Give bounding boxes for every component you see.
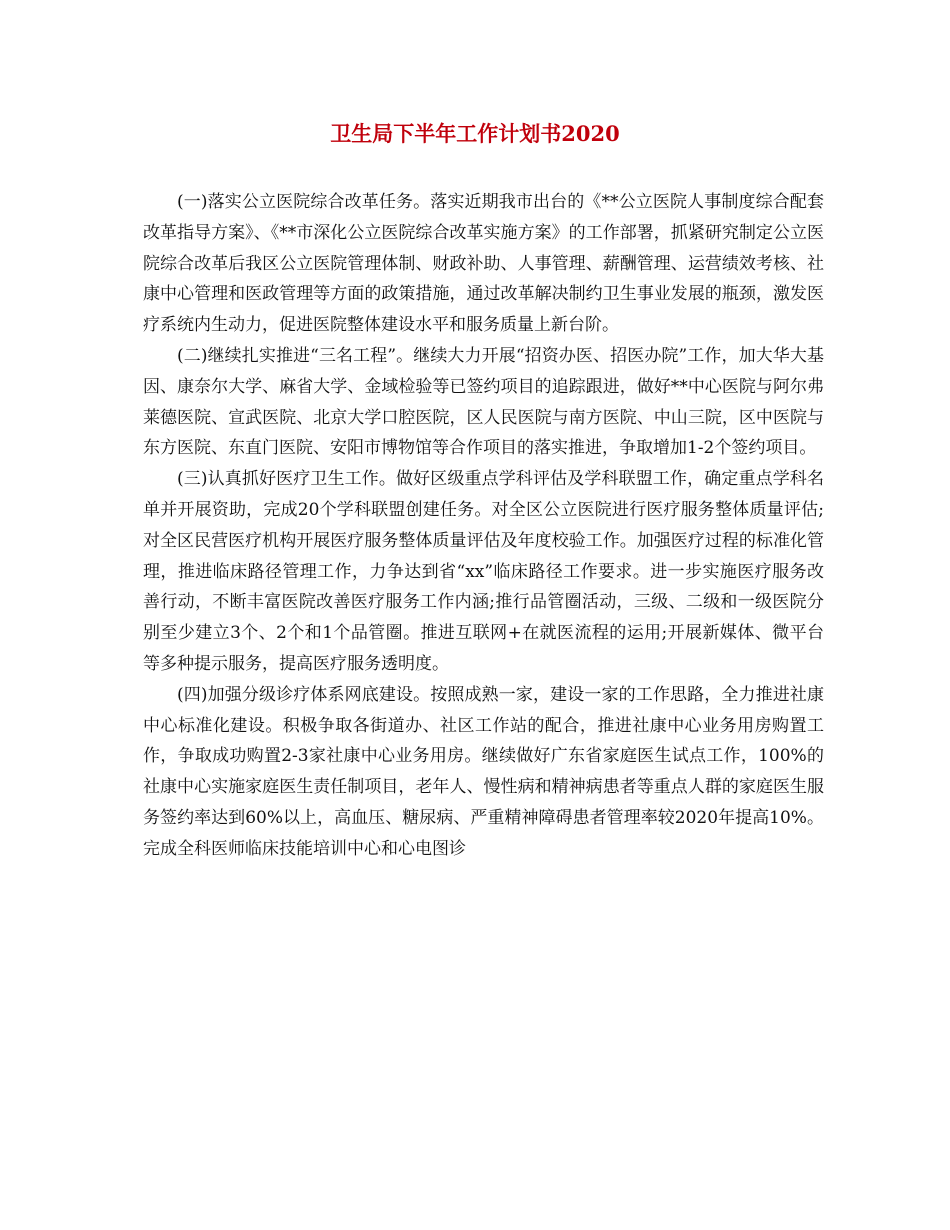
- paragraph-3: (三)认真抓好医疗卫生工作。做好区级重点学科评估及学科联盟工作，确定重点学科名单并开展资助，完成20个学科联盟创建任务。对全区公立医院进行医疗服务整体质量评估;对全区民营医疗机构开展医疗服务整体质量评估及年度校验工作。加强医疗过程的标准化管理，推进临床路径管理工作，力争达到省“xx”临床路径工作要求。进一步实施医疗服务改善行动，不断丰富医院改善医疗服务工作内涵;推行品管圈活动，三级、二级和一级医院分别至少建立3个、2个和1个品管圈。推进互联网+在就医流程的运用;开展新媒体、微平台等多种提示服务，提高医疗服务透明度。: [143, 469, 824, 674]
- paragraph-4: (四)加强分级诊疗体系网底建设。按照成熟一家，建设一家的工作思路，全力推进社康中心标准化建设。积极争取各街道办、社区工作站的配合，推进社康中心业务用房购置工作，争取成功购置2-3家社康中心业务用房。继续做好广东省家庭医生试点工作，100%的社康中心实施家庭医生责任制项目，老年人、慢性病和精神病患者等重点人群的家庭医生服务签约率达到60%以上，高血压、糖尿病、严重精神障碍患者管理率较2020年提高10%。完成全科医师临床技能培训中心和心电图诊: [143, 684, 824, 859]
- document-body: [143, 187, 824, 865]
- paragraph-2: (二)继续扎实推进“三名工程”。继续大力开展“招资办医、招医办院”工作，加大华大基因、康奈尔大学、麻省大学、金域检验等已签约项目的追踪跟进，做好**中心医院与阿尔弗莱德医院、宣武医院、北京大学口腔医院，区人民医院与南方医院、中山三院，区中医院与东方医院、东直门医院、安阳市博物馆等合作项目的落实推进，争取增加1-2个签约项目。: [143, 345, 824, 459]
- document-title: 卫生局下半年工作计划书2020: [330, 121, 620, 146]
- paragraph-1: (一)落实公立医院综合改革任务。落实近期我市出台的《**公立医院人事制度综合配套改革指导方案》、《**市深化公立医院综合改革实施方案》的工作部署，抓紧研究制定公立医院综合改革后我区公立医院管理体制、财政补助、人事管理、薪酬管理、运营绩效考核、社康中心管理和医政管理等方面的政策措施，通过改革解决制约卫生事业发展的瓶颈，激发医疗系统内生动力，促进医院整体建设水平和服务质量上新台阶。: [143, 192, 824, 336]
